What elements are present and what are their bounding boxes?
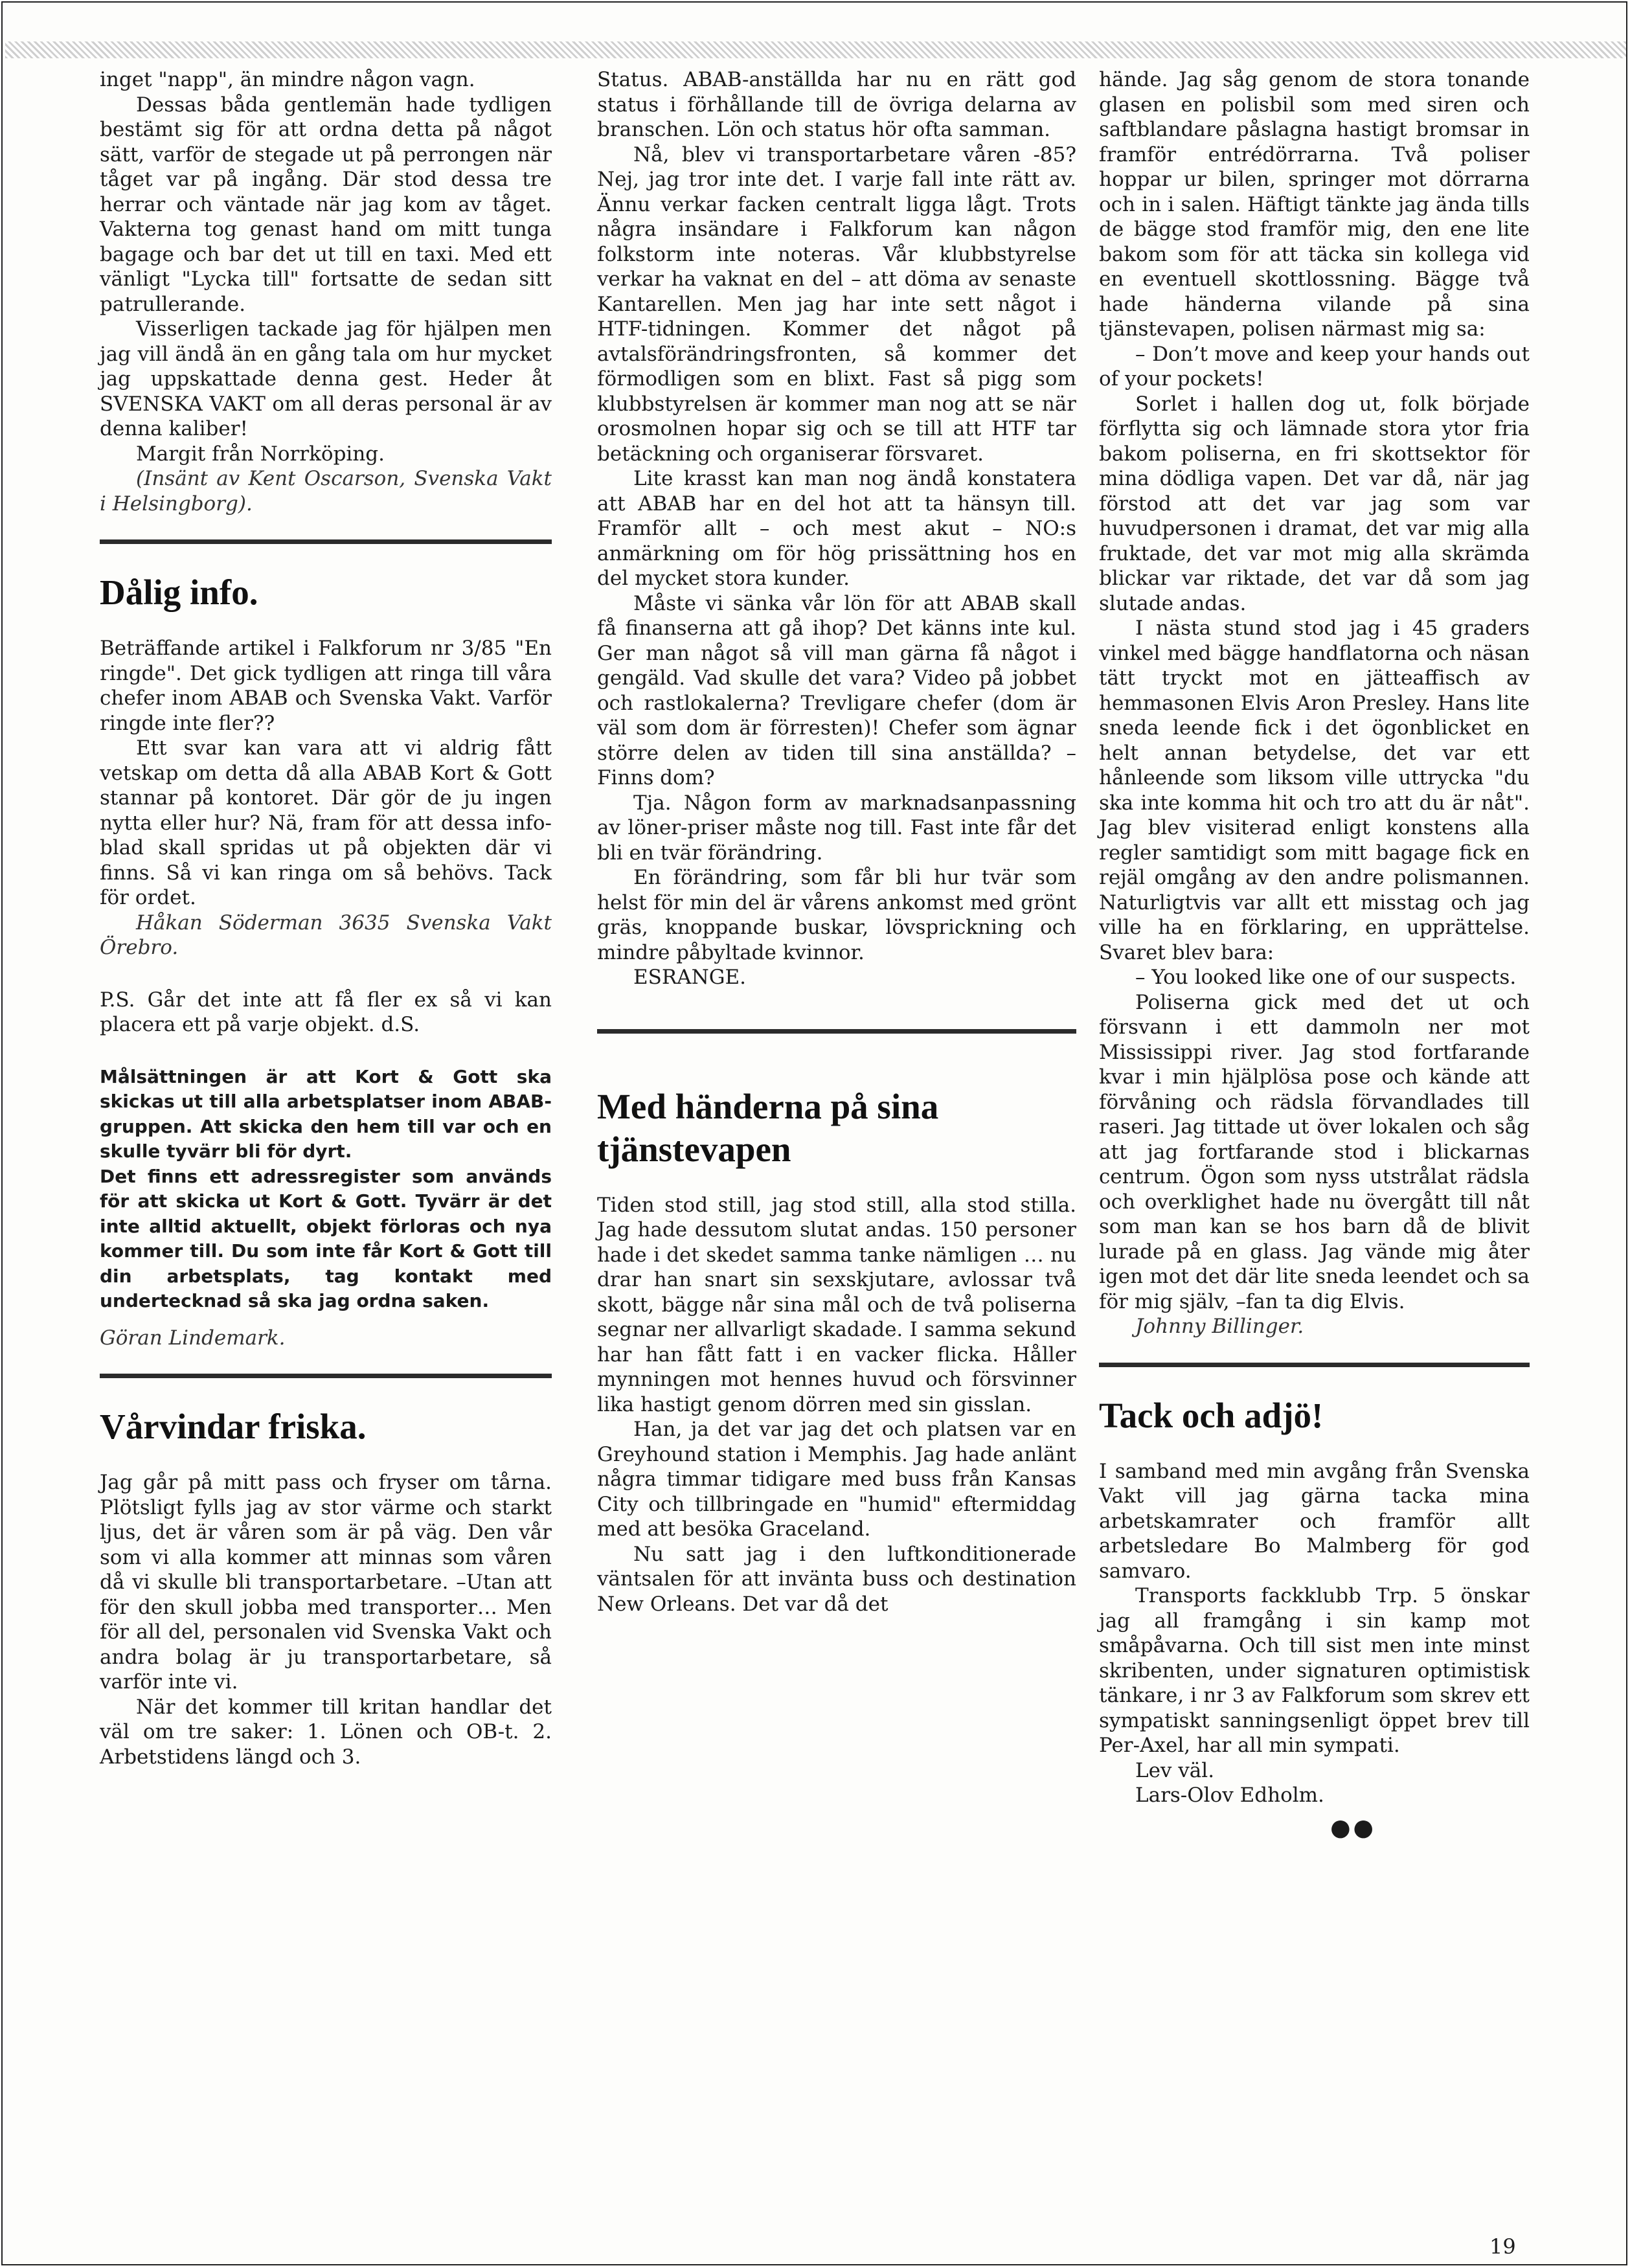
article-paragraph: Lite krasst kan man nog ändå konstatera att ABAB har en del hot att ta hänsyn till. Framför allt – och mest akut – NO:s anmärkning om för hög prissättning hos en del mycket stora kunder. [597, 467, 1076, 590]
section-divider [597, 1029, 1076, 1034]
farewell-line: Lev väl. [1135, 1758, 1215, 1782]
column-left [100, 67, 552, 1769]
letter-signature: Margit från Norrköping. [136, 442, 385, 466]
section-divider [1099, 1363, 1530, 1367]
article-signature: Lars-Olov Edholm. [1135, 1784, 1324, 1807]
article-paragraph: Han, ja det var jag det och platsen var en Greyhound station i Memphis. Jag hade anlänt några timmar tidigare med buss från Kansas City och tillbringade en "humid" eftermiddag med att besöka Graceland. [597, 1418, 1076, 1541]
article-paragraph: Nu satt jag i den luftkonditionerade väntsalen för att invänta buss och destination New Orleans. Det var då det [597, 1542, 1076, 1616]
top-pattern-band [5, 41, 1626, 58]
letter-note: (Insänt av Kent Oscarson, Svenska Vakt i Helsingborg). [100, 467, 552, 516]
article-paragraph: I samband med min avgång från Svenska Vakt vill jag gärna tacka mina arbetskamrater och framför allt arbetsledare Bo Malmberg för god samvaro. [1099, 1459, 1530, 1583]
editor-reply: Målsättningen är att Kort & Gott ska skickas ut till alla arbetsplatser inom ABAB-gruppen. Att skicka den hem till var och en skulle tyvärr bli för dyrt. [100, 1065, 552, 1162]
article-heading-handerna: Med händerna på sina tjänstevapen [597, 1086, 939, 1169]
article-signature: ESRANGE. [633, 966, 746, 989]
article-paragraph: Sorlet i hallen dog ut, folk började förflytta sig och lämnade stora ytor fria bakom poliserna, en fri skottsektor för mina dödliga vapen. Det var då, när jag förstod att det var jag som var huvudpersonen i dramat, det var mig alla fruktade, det var mot mig alla skrämda blickar var riktade, det var då som jag slutade andas. [1099, 392, 1530, 615]
section-divider [100, 539, 552, 544]
article-paragraph: Nå, blev vi transportarbetare våren -85? Nej, jag tror inte det. I varje fall inte rätt av. Ännu verkar facken centralt ligga lågt. Trots några insändare i Falkforum kan någon folkstorm inte noteras. Vår klubbstyrelse verkar ha vaknat en del – att döma av senaste Kantarellen. Men jag har inte sett något i HTF-tidningen. Kommer det något på avtalsförändringsfronten, så kommer det förmodligen som en blixt. Fast så pigg som klubbstyrelsen är kommer man nog att se när orosmolnen hopar sig och se till att HTF tar betäckning och organiserar försvaret. [597, 142, 1076, 466]
article-signature: Johnny Billinger. [1135, 1315, 1304, 1338]
article-heading-tack: Tack och adjö! [1099, 1395, 1324, 1435]
column-middle [597, 67, 1076, 1616]
end-mark: ●● [1330, 1814, 1376, 1841]
letter-paragraph: inget "napp", än mindre någon vagn. [100, 68, 475, 91]
column-right [1099, 67, 1530, 1841]
article-paragraph: En förändring, som får bli hur tvär som helst för min del är vårens ankomst med grönt gräs, knoppande buskar, lövsprickning och mindre påbyltade kvinnor. [597, 866, 1076, 964]
letter-paragraph: Dessas båda gentlemän hade tydligen bestämt sig för att ordna detta på något sätt, varför de stegade ut på perrongen när tåget var på ingång. Där stod dessa tre herrar och väntade när jag kom av tåget. Vakterna tog genast hand om mitt tunga bagage och bar det ut till en taxi. Med ett vänligt "Lycka till" fortsatte de sedan sitt patrullerande. [100, 93, 552, 316]
article-heading-dalig-info: Dålig info. [100, 573, 258, 612]
article-paragraph: Status. ABAB-anställda har nu en rätt god status i förhållande till de övriga delarna av branschen. Lön och status hör ofta samman. [597, 68, 1076, 141]
article-paragraph: Poliserna gick med det ut och försvann i ett dammoln ner mot Mississippi river. Jag stod fortfarande kvar i min hjälplösa pose och kände att förvåning och rädsla förvandlades till raseri. Jag tittade ut över lokalen och såg att jag fortfarande stod i blickarnas centrum. Ögon som nyss utstrålat rädsla och overklighet hade nu övergått till nåt som man kan se hos barn då de blivit lurade på en glass. Jag vände mig åter igen mot det där lite sneda leendet och sa för mig själv, –fan ta dig Elvis. [1099, 990, 1530, 1313]
editor-reply: Det finns ett adressregister som används för att skicka ut Kort & Gott. Tyvärr är det inte alltid aktuellt, objekt förloras och nya kommer till. Du som inte får Kort & Gott till din arbetsplats, tag kontakt med undertecknad så ska jag ordna saken. [100, 1165, 552, 1311]
article-paragraph: Måste vi sänka vår lön för att ABAB skall få finanserna att gå ihop? Det känns inte kul. Ger man något så vill man gärna få något i gengäld. Vad skulle det vara? Video på jobbet och rastlokalerna? Trevligare chefer (dom är väl som dom är förresten)! Chefer som ägnar större delen av tiden till sina anställda? – Finns dom? [597, 591, 1076, 789]
article-paragraph: hände. Jag såg genom de stora tonande glasen en polisbil som med siren och saftblandare påslagna hastigt bromsar in framför entrédörrarna. Två poliser hoppar ur bilen, springer mot dörrarna och in i salen. Häftigt tänkte jag ända tills de bägge stod framför mig, den ene lite bakom som för att täcka sin kollega vid en eventuell skottlossning. Bägge två hade händerna vilande på sina tjänstevapen, polisen närmast mig sa: [1099, 68, 1530, 341]
article-heading-varvindar: Vårvindar friska. [100, 1407, 367, 1446]
article-paragraph: Tiden stod still, jag stod still, alla stod stilla. Jag hade dessutom slutat andas. 150 personer hade i det skedet samma tanke nämligen … nu drar han snart sin sexskjutare, avlossar två skott, bägge når sina mål och de två poliserna segnar ner allvarligt skadade. I samma sekund har han fått fatt i en vacker flicka. Håller mynningen mot hennes huvud och försvinner lika hastigt genom dörren med sin gisslan. [597, 1193, 1076, 1416]
page-number: 19 [1489, 2234, 1516, 2259]
article-paragraph: Tja. Någon form av marknadsanpassning av löner-priser måste nog till. Fast inte får det bli en tvär förändring. [597, 791, 1076, 865]
section-divider [100, 1374, 552, 1378]
article-signature: Håkan Söderman 3635 Svenska Vakt Örebro. [100, 911, 552, 959]
editor-signature: Göran Lindemark. [100, 1326, 286, 1350]
article-paragraph: I nästa stund stod jag i 45 graders vinkel med bägge handflatorna och näsan tätt tryckt mot en jätteaffisch av hemmasonen Elvis Aron Presley. Hans lite sneda leende fick i det ögonblicket en helt annan betydelse, det var ett hånleende som liksom ville uttrycka "du ska inte komma hit och tro att du är nåt". Jag blev visiterad enligt konstens alla regler samtidigt som mitt bagage fick en rejäl omgång av den andre polismannen. Naturligtvis var allt ett misstag och jag ville ha en förklaring, en upprättelse. Svaret blev bara: [1099, 617, 1530, 964]
article-paragraph: Ett svar kan vara att vi aldrig fått vetskap om detta då alla ABAB Kort & Gott stannar på kontoret. Där gör de ju ingen nytta eller hur? Nä, fram för att dessa info-blad skall spridas ut på objekten där vi finns. Så vi kan ringa om så behövs. Tack för ordet. [100, 736, 552, 909]
article-paragraph: Beträffande artikel i Falkforum nr 3/85 "En ringde". Det gick tydligen att ringa till våra chefer inom ABAB och Svenska Vakt. Varför ringde inte fler?? [100, 637, 552, 735]
magazine-page [1, 1, 1627, 2265]
article-paragraph: När det kommer till kritan handlar det väl om tre saker: 1. Lönen och OB-t. 2. Arbetstidens längd och 3. [100, 1695, 552, 1769]
article-paragraph: – You looked like one of our suspects. [1135, 966, 1517, 989]
postscript: P.S. Går det inte att få fler ex så vi kan placera ett på varje objekt. d.S. [100, 988, 552, 1036]
article-paragraph: Jag går på mitt pass och fryser om tårna. Plötsligt fylls jag av stor värme och starkt ljus, det är våren som är på väg. Den vår som vi alla kommer att minnas som våren då vi skulle bli transportarbetare. –Utan att för den skull jobba med transporter… Men för all del, personalen vid Svenska Vakt och andra bolag är ju transportarbetare, så varför inte vi. [100, 1471, 552, 1694]
article-paragraph: Transports fackklubb Trp. 5 önskar jag all framgång i sin kamp mot småpåvarna. Och till sist men inte minst skribenten, under signaturen optimistisk tänkare, i nr 3 av Falkforum som skrev ett sympatiskt sanningsenligt öppet brev till Per-Axel, har all min sympati. [1099, 1584, 1530, 1757]
article-paragraph: – Don’t move and keep your hands out of your pockets! [1099, 342, 1530, 391]
letter-paragraph: Visserligen tackade jag för hjälpen men jag vill ändå än en gång tala om hur mycket jag uppskattade denna gest. Heder åt SVENSKA VAKT om all deras personal är av denna kaliber! [100, 317, 552, 440]
